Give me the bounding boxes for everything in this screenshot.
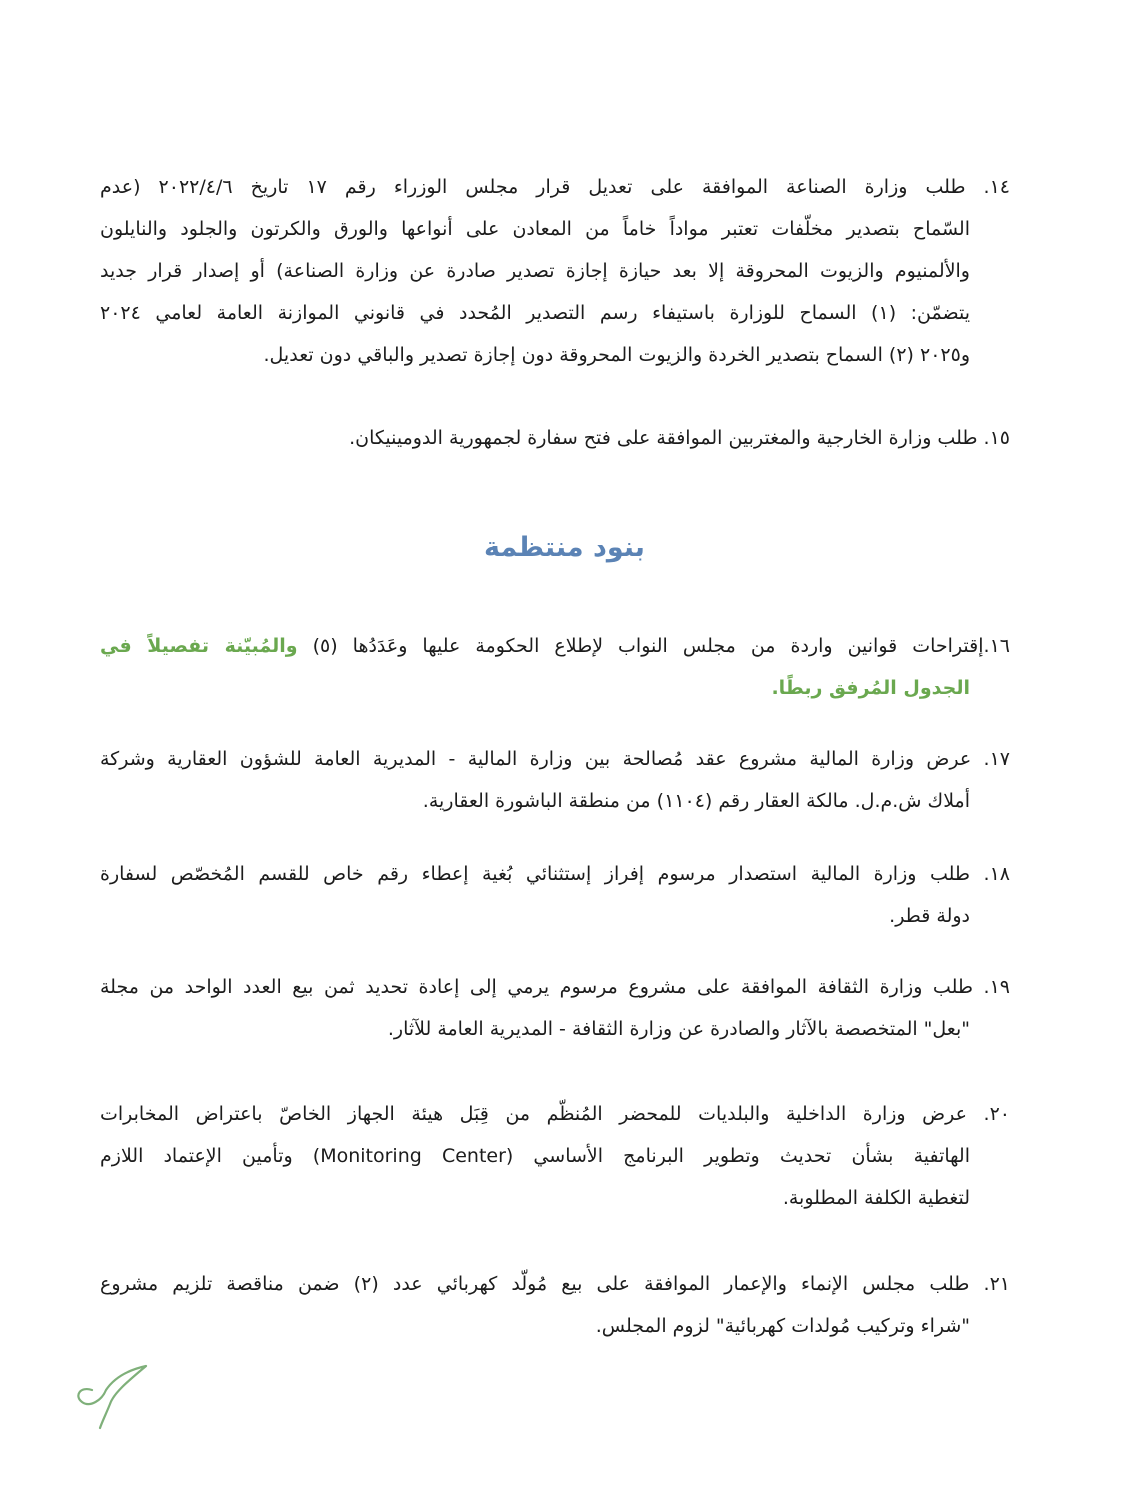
agenda-item-17 <box>100 738 1010 822</box>
item-21-line-1: ٢١. طلب مجلس الإنماء والإعمار الموافقة على بيع مُولّد كهربائي عدد (٢) ضمن مناقصة تلزيم مشروع <box>100 1273 1010 1295</box>
item-14-line-4: يتضمّن: (١) السماح للوزارة باستيفاء رسم التصدير المُحدد في قانوني الموازنة العامة لعامي ٢٠٢٤ <box>100 302 970 324</box>
item-19-line-2: "بعل" المتخصصة بالآثار والصادرة عن وزارة الثقافة - المديرية العامة للآثار. <box>387 1018 970 1040</box>
agenda-item-14 <box>100 166 1010 376</box>
item-15-line-1: ١٥. طلب وزارة الخارجية والمغتربين الموافقة على فتح سفارة لجمهورية الدومينيكان. <box>349 427 1010 449</box>
item-20-line-3: لتغطية الكلفة المطلوبة. <box>782 1187 970 1209</box>
agenda-item-21 <box>100 1263 1010 1347</box>
item-18-line-2: دولة قطر. <box>889 905 970 927</box>
item-17-line-1: ١٧. عرض وزارة المالية مشروع عقد مُصالحة بين وزارة المالية - المديرية العامة للشؤون العقارية وشركة <box>100 748 1010 770</box>
agenda-item-15 <box>100 417 1010 459</box>
agenda-item-20 <box>100 1093 1010 1219</box>
item-20-line-2: الهاتفية بشأن تحديث وتطوير البرنامج الأساسي (Monitoring Center) وتأمين الإعتماد اللازم <box>100 1145 970 1167</box>
item-18-line-1: ١٨. طلب وزارة المالية استصدار مرسوم إفراز إستثنائي بُغية إعطاء رقم خاص للقسم المُخصّص لسفارة <box>100 863 1010 885</box>
section-heading: بنود منتظمة <box>484 532 645 563</box>
item-14-line-2: السّماح بتصدير مخلّفات تعتبر مواداً خاماً من المعادن على أنواعها والورق والكرتون والجلود والنايلون <box>100 218 970 240</box>
item-16-plain-text: ١٦.إقتراحات قوانين واردة من مجلس النواب لإطلاع الحكومة عليها وعَدَدُها (٥) <box>297 635 1010 657</box>
item-14-line-3: والألمنيوم والزيوت المحروقة إلا بعد حيازة إجازة تصدير صادرة عن وزارة الصناعة) أو إصدار قرار جديد <box>100 260 970 282</box>
item-21-line-2: "شراء وتركيب مُولدات كهربائية" لزوم المجلس. <box>595 1315 970 1337</box>
agenda-item-18 <box>100 853 1010 937</box>
item-16-line-2: الجدول المُرفق ربطًا. <box>771 677 970 699</box>
item-14-line-1: ١٤. طلب وزارة الصناعة الموافقة على تعديل قرار مجلس الوزراء رقم ١٧ تاريخ ٢٠٢٢/٤/٦ (عدم <box>100 176 1011 198</box>
agenda-item-16 <box>100 625 1010 709</box>
item-17-line-2: أملاك ش.م.ل. مالكة العقار رقم (١١٠٤) من منطقة الباشورة العقارية. <box>422 790 970 812</box>
agenda-item-19 <box>100 966 1010 1050</box>
item-14-line-5: و٢٠٢٥ (٢) السماح بتصدير الخردة والزيوت المحروقة دون إجازة تصدير والباقي دون تعديل. <box>263 344 970 366</box>
signature-mark <box>66 1360 156 1430</box>
item-16-highlight-text: والمُبيّنة تفصيلاً في <box>100 635 298 657</box>
item-19-line-1: ١٩. طلب وزارة الثقافة الموافقة على مشروع مرسوم يرمي إلى إعادة تحديد ثمن بيع العدد الواحد من مجلة <box>100 976 1010 998</box>
item-16-line-1 <box>100 625 1010 667</box>
item-20-line-1: ٢٠. عرض وزارة الداخلية والبلديات للمحضر المُنظّم من قِبَل هيئة الجهاز الخاصّ باعتراض المخابرات <box>100 1103 1010 1125</box>
